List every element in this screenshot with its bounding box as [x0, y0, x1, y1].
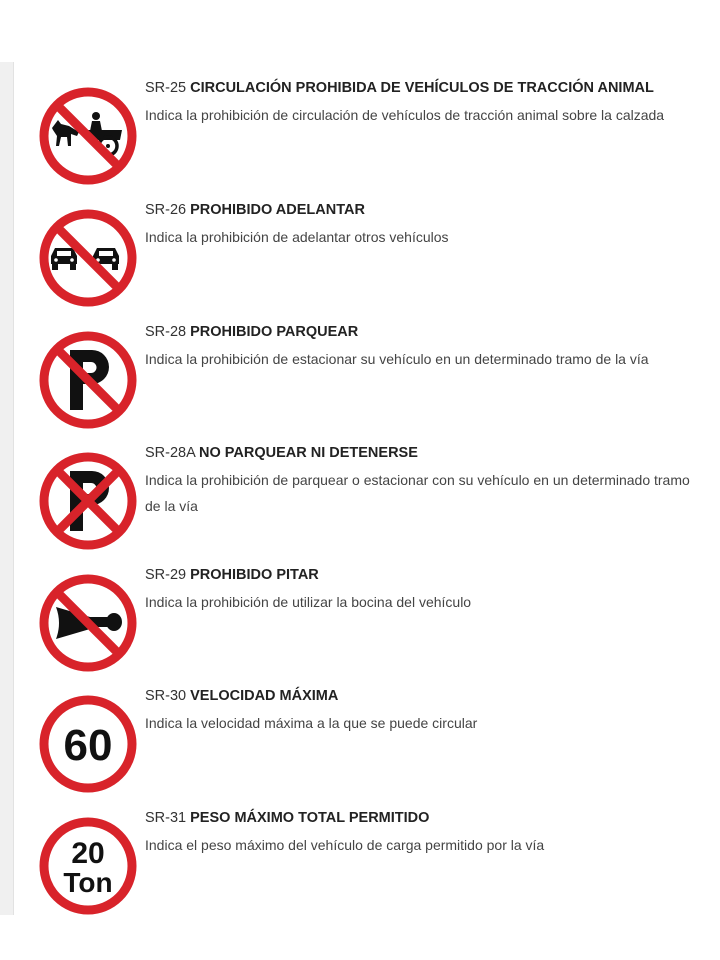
left-divider [0, 62, 14, 915]
weight-limit-value: 20 [71, 837, 105, 870]
sign-description: Indica la prohibición de circulación de vehículos de tracción animal sobre la calzada [145, 107, 665, 123]
sign-title [145, 322, 707, 342]
sign-name: PROHIBIDO PARQUEAR [190, 324, 359, 340]
sign-text [145, 565, 707, 615]
sign-description: Indica la prohibición de estacionar su vehículo en un determinado tramo de la vía [145, 351, 649, 367]
sign-code: SR-29 [145, 567, 187, 583]
sign-code: SR-25 [145, 80, 187, 96]
sign-code: SR-26 [145, 202, 187, 218]
sign-code: SR-31 [145, 810, 187, 826]
sign-title [145, 808, 707, 828]
sign-title [145, 686, 707, 706]
sign-text [145, 322, 707, 372]
sign-description: Indica la prohibición de parquear o estacionar con su vehículo en un determinado tramo de la vía [145, 472, 690, 514]
sign-text [145, 200, 707, 250]
sign-description: Indica la prohibición de utilizar la bocina del vehículo [145, 594, 472, 610]
sign-name: PROHIBIDO ADELANTAR [190, 202, 365, 218]
speed-limit-value: 60 [63, 721, 113, 770]
sign-text [145, 686, 707, 736]
speed-limit-icon [38, 694, 138, 794]
sign-title [145, 443, 707, 463]
no-horn-icon [38, 573, 138, 673]
sign-name: NO PARQUEAR NI DETENERSE [199, 445, 418, 461]
sign-code: SR-28A [145, 445, 195, 461]
weight-limit-unit: Ton [63, 867, 113, 898]
sign-title [145, 565, 707, 585]
sign-title [145, 78, 707, 98]
sign-description: Indica el peso máximo del vehículo de carga permitido por la vía [145, 837, 545, 853]
sign-name: PESO MÁXIMO TOTAL PERMITIDO [190, 810, 430, 826]
no-parking-no-stopping-icon [38, 451, 138, 551]
sign-code: SR-30 [145, 688, 187, 704]
no-parking-icon [38, 330, 138, 430]
weight-limit-icon [38, 816, 138, 916]
sign-text [145, 443, 707, 519]
sign-text [145, 78, 707, 128]
sign-name: CIRCULACIÓN PROHIBIDA DE VEHÍCULOS DE TRACCIÓN ANIMAL [190, 80, 654, 96]
animal-cart-prohibited-icon [38, 86, 138, 186]
sign-title [145, 200, 707, 220]
sign-name: PROHIBIDO PITAR [190, 567, 319, 583]
sign-description: Indica la prohibición de adelantar otros vehículos [145, 229, 449, 245]
sign-text [145, 808, 707, 858]
sign-name: VELOCIDAD MÁXIMA [190, 688, 339, 704]
no-overtaking-icon [38, 208, 138, 308]
sign-code: SR-28 [145, 324, 187, 340]
sign-description: Indica la velocidad máxima a la que se puede circular [145, 715, 478, 731]
